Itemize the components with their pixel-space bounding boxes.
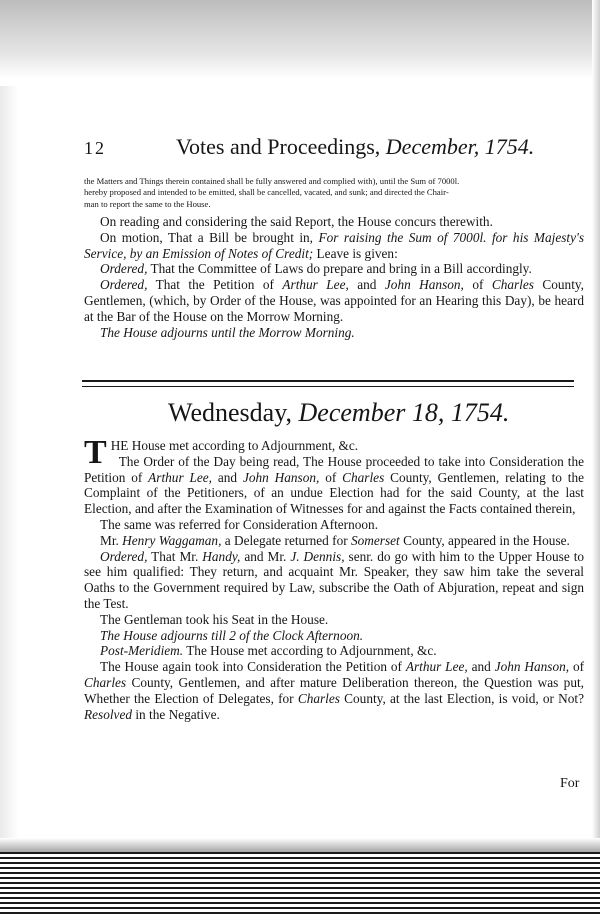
person-name: John Hanson, — [384, 277, 464, 293]
proceedings-block-top — [84, 214, 584, 340]
running-title-date: December, 1754. — [385, 134, 535, 159]
county-name: Charles — [342, 469, 385, 485]
county-name: Charles — [491, 277, 534, 293]
text-run: of — [325, 469, 337, 485]
text-run: That the Petition of — [155, 277, 274, 293]
text-run: That the Committee of Laws do prepare and bring in a Bill accordingly. — [150, 261, 532, 277]
paragraph: The Gentleman took his Seat in the House. — [100, 611, 329, 627]
small-line: man to report the same to the House. — [84, 198, 211, 209]
text-run: County, Gentlemen, and after mature Deliberation thereon, the Question was put, Whether the Election of Delegates, for — [84, 674, 584, 706]
session-label: Post-Meridiem. — [100, 643, 184, 659]
text-run: That Mr. — [151, 548, 199, 564]
running-title — [176, 134, 534, 160]
continuation-block — [84, 176, 584, 210]
day-heading-date: December 18, 1754. — [298, 398, 510, 427]
small-line: the Matters and Things therein contained shall be fully answered and complied with), until the Sum of 7000l. — [84, 176, 460, 186]
paragraph — [84, 659, 584, 722]
text-run: and — [217, 469, 238, 485]
county-name: Somerset — [351, 532, 400, 548]
bill-title: For raising the Sum of 7000l. for his Majesty's Service, by an Emission of Notes of Credit; — [84, 229, 585, 261]
day-heading-weekday: Wednesday, — [168, 398, 293, 427]
text-run: County, Gentlemen, (which, by Order of the House, was appointed for an Hearing this Day), be heard at the Bar of the House on the Morrow Morning. — [84, 277, 585, 324]
section-divider — [82, 380, 574, 387]
text-run: of — [572, 659, 585, 675]
text-run: County, Gentlemen, relating to the Complaint of the Petitioners, of an undue Election had for the said County, at the last Election, and after the Examination of Witnesses for and against the Facts contained therein, — [84, 469, 585, 517]
text-run: and — [357, 277, 377, 293]
adjournment-line: The House adjourns till 2 of the Clock Afternoon. — [100, 627, 364, 643]
paragraph — [84, 533, 584, 549]
text-run: The House again took into Consideration the Petition of — [100, 659, 402, 675]
text-run: in the Negative. — [135, 706, 220, 722]
page-number: 12 — [84, 138, 106, 158]
scan-right-edge — [592, 0, 600, 916]
text-run: senr. do go with him to the Upper House to see him qualified: They return, and acquaint Mr. Speaker, they saw him take the several Oaths to the Government required by Law, subscribe the Oath of Abjuration, repeat and sign the Test. — [84, 548, 585, 611]
paragraph — [84, 230, 584, 262]
text-run: of — [472, 277, 484, 293]
person-name: Arthur Lee, — [282, 277, 349, 293]
person-name: John Hanson, — [494, 659, 570, 675]
person-name: Henry Waggaman, — [122, 532, 222, 548]
text-run: and — [471, 659, 491, 675]
text-run: The Order of the Day being read, The House proceeded to take into Consideration the Petition of — [84, 453, 584, 485]
page-stack-edges — [0, 852, 600, 916]
text-run: The House met according to Adjournment, &c. — [186, 643, 437, 659]
county-name: Charles — [297, 690, 340, 706]
paragraph — [84, 214, 584, 230]
paragraph-text: On reading and considering the said Report, the House concurs therewith. — [100, 214, 493, 229]
ordered-label: Ordered, — [100, 548, 148, 564]
person-name: Arthur Lee, — [148, 469, 213, 485]
paragraph — [84, 434, 585, 517]
person-name: Arthur Lee, — [405, 659, 468, 675]
scan-top-edge — [0, 0, 600, 78]
running-head — [84, 134, 584, 160]
resolved-label: Resolved — [84, 706, 132, 722]
text-run: On motion, That a Bill be brought in, — [100, 229, 314, 245]
text-run: and Mr. — [244, 548, 287, 564]
paragraph — [84, 277, 584, 324]
adjournment-line: The House adjourns until the Morrow Morning. — [100, 324, 355, 340]
running-title-text: Votes and Proceedings, — [176, 134, 381, 159]
paragraph — [84, 549, 584, 612]
person-name: J. Dennis, — [290, 548, 345, 564]
paragraph: The same was referred for Consideration Afternoon. — [100, 516, 379, 532]
text-run: a Delegate returned for — [224, 532, 348, 548]
ordered-label: Ordered, — [100, 261, 148, 277]
person-name: Handy, — [202, 548, 241, 564]
page-gutter-shadow — [0, 86, 18, 856]
drop-cap: T — [84, 434, 107, 471]
ordered-label: Ordered, — [100, 277, 148, 293]
text-run: Mr. — [100, 532, 119, 548]
paragraph — [84, 643, 584, 659]
text-run: County, at the last Election, is void, or Not? — [344, 690, 585, 706]
paragraph — [84, 261, 584, 277]
catchword: For — [560, 776, 580, 791]
day-heading — [168, 398, 509, 428]
proceedings-block-main — [84, 434, 585, 722]
text-run: County, appeared in the House. — [403, 532, 570, 548]
text-run: Leave is given: — [316, 245, 398, 261]
small-line: hereby proposed and intended to be emitted, shall be cancelled, vacated, and sunk; and directed the Chair- — [84, 187, 449, 198]
person-name: John Hanson, — [242, 469, 320, 485]
county-name: Charles — [84, 674, 127, 690]
text-run: HE House met according to Adjournment, &c. — [110, 438, 359, 453]
